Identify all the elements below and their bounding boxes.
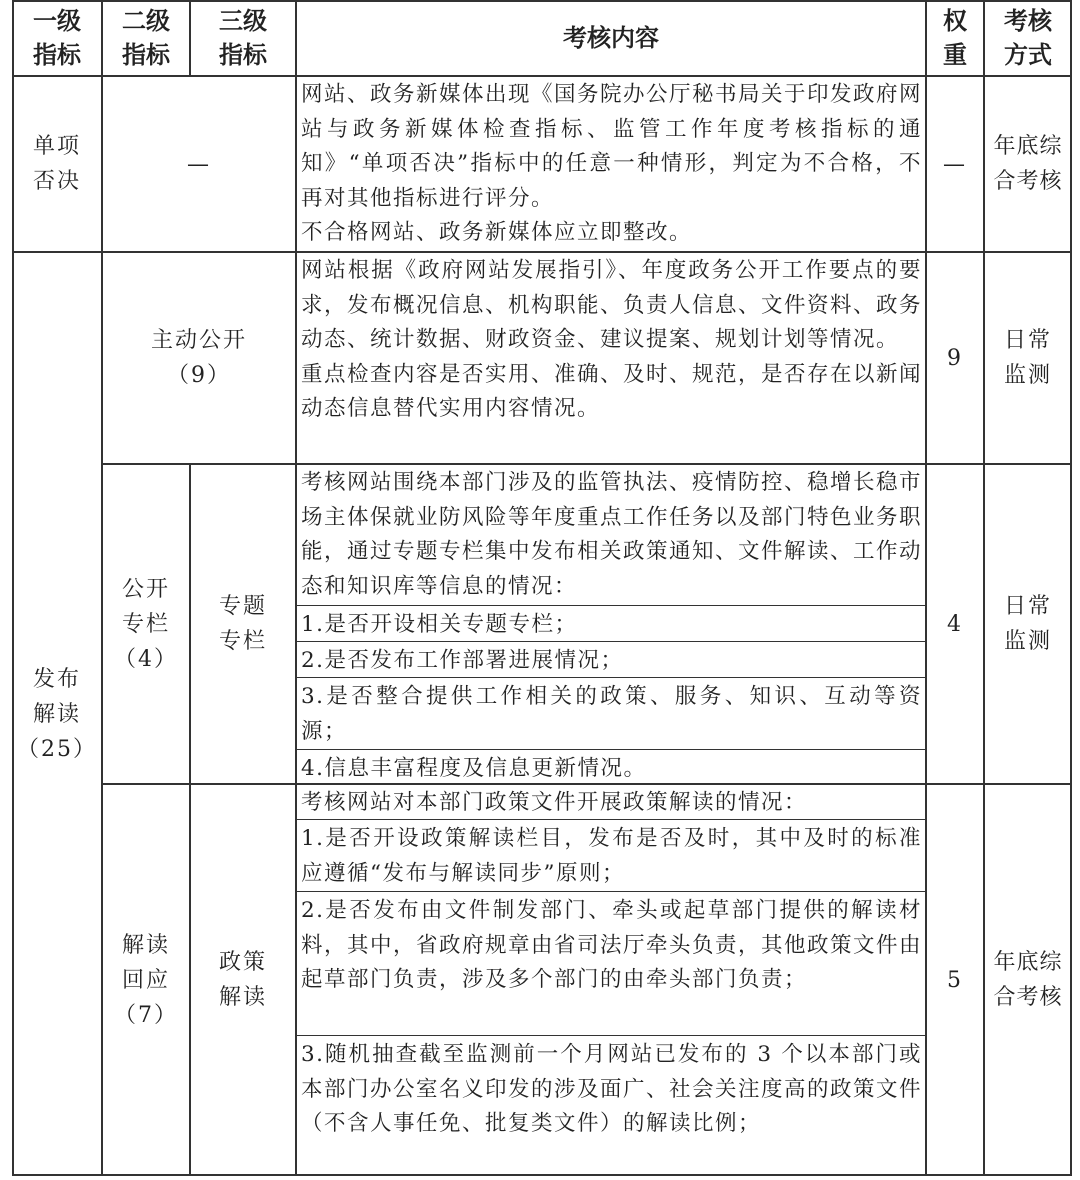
header-content: 考核内容 xyxy=(563,23,659,52)
row-sep-header xyxy=(12,75,1072,77)
column-intro: 考核网站围绕本部门涉及的监管执法、疫情防控、稳增长稳市场主体保就业防风险等年度重点工作任务以及部门特色业务职能，通过专题专栏集中发布相关政策通知、文件解读、工作动态和知识库等信息的情况： xyxy=(301,470,923,599)
active-method: 日常 监测 xyxy=(1003,328,1052,388)
header-level2: 二级 指标 xyxy=(122,6,170,69)
sep-column-item1 xyxy=(295,641,926,642)
column-item-1: 1.是否开设相关专题专栏； xyxy=(301,612,578,637)
interpret-item-1: 1.是否开设政策解读栏目，发布是否及时，其中及时的标准应遵循“发布与解读同步”原则； xyxy=(301,826,922,886)
veto-method: 年底综 合考核 xyxy=(993,134,1063,194)
row-sep-column xyxy=(101,783,1072,785)
row-sep-veto xyxy=(12,251,1072,253)
veto-weight: — xyxy=(943,151,967,177)
column-method: 日常 监测 xyxy=(1003,594,1052,654)
column-item-2: 2.是否发布工作部署进展情况； xyxy=(301,648,624,673)
interpret-item-2: 2.是否发布由文件制发部门、牵头或起草部门提供的解读材料，其中，省政府规章由省司法厅牵头负责，其他政策文件由起草部门负责，涉及多个部门的由牵头部门负责； xyxy=(301,898,923,992)
col-sep-2b xyxy=(189,464,191,1176)
column-level3: 专题 专栏 xyxy=(218,594,267,654)
assessment-table xyxy=(12,0,1072,1176)
header-level1: 一级 指标 xyxy=(33,6,81,69)
column-item-4: 4.信息丰富程度及信息更新情况。 xyxy=(301,756,647,781)
header-level3: 三级 指标 xyxy=(219,6,267,69)
col-sep-2a xyxy=(189,0,191,76)
col-sep-1 xyxy=(101,0,103,1176)
header-method: 考核 方式 xyxy=(1004,6,1052,69)
publish-level1: 发布 解读 （25） xyxy=(17,666,97,762)
active-level2: 主动公开 （9） xyxy=(150,328,247,388)
column-item-3: 3.是否整合提供工作相关的政策、服务、知识、互动等资源； xyxy=(301,684,922,744)
interpret-item-3: 3.随机抽查截至监测前一个月网站已发布的 3 个以本部门或本部门办公室名义印发的涉及面广、社会关注度高的政策文件（不含人事任免、批复类文件）的解读比例； xyxy=(301,1042,923,1136)
veto-content-p1: 网站、政务新媒体出现《国务院办公厅秘书局关于印发政府网站与政务新媒体检查指标、监管工作年度考核指标的通知》“单项否决”指标中的任意一种情形，判定为不合格，不再对其他指标进行评分。 xyxy=(301,82,923,211)
sep-interpret-item2 xyxy=(295,1035,926,1036)
sep-interpret-intro xyxy=(295,819,926,820)
interpret-method: 年底综 合考核 xyxy=(993,950,1063,1010)
header-weight: 权 重 xyxy=(943,6,967,69)
sep-column-item2 xyxy=(295,677,926,678)
row-sep-active xyxy=(101,463,1072,465)
veto-level1: 单项 否决 xyxy=(32,134,81,194)
border-top xyxy=(12,0,1072,2)
column-weight: 4 xyxy=(947,611,963,637)
interpret-level3: 政策 解读 xyxy=(218,950,267,1010)
active-content xyxy=(296,252,926,464)
col-sep-5 xyxy=(983,0,985,1176)
veto-level2: — xyxy=(187,151,211,177)
sep-column-item3 xyxy=(295,749,926,750)
border-left xyxy=(12,0,14,1176)
veto-content-p2: 不合格网站、政务新媒体应立即整改。 xyxy=(301,220,693,245)
col-sep-3 xyxy=(295,0,297,1176)
sep-interpret-item1 xyxy=(295,891,926,892)
active-weight: 9 xyxy=(947,345,963,371)
border-right xyxy=(1070,0,1072,1176)
interpret-intro: 考核网站对本部门政策文件开展政策解读的情况： xyxy=(301,790,808,815)
border-bottom xyxy=(12,1174,1072,1176)
interpret-weight: 5 xyxy=(947,967,963,993)
active-content-p2: 重点检查内容是否实用、准确、及时、规范，是否存在以新闻动态信息替代实用内容情况。 xyxy=(301,361,923,421)
veto-content xyxy=(296,76,926,252)
col-sep-4 xyxy=(925,0,927,1176)
active-content-p1: 网站根据《政府网站发展指引》、年度政务公开工作要点的要求，发布概况信息、机构职能、负责人信息、文件资料、政务动态、统计数据、财政资金、建议提案、规划计划等情况。 xyxy=(301,258,923,352)
column-level2: 公开 专栏 （4） xyxy=(114,576,178,672)
sep-column-intro xyxy=(295,605,926,606)
interpret-level2: 解读 回应 （7） xyxy=(114,932,178,1028)
